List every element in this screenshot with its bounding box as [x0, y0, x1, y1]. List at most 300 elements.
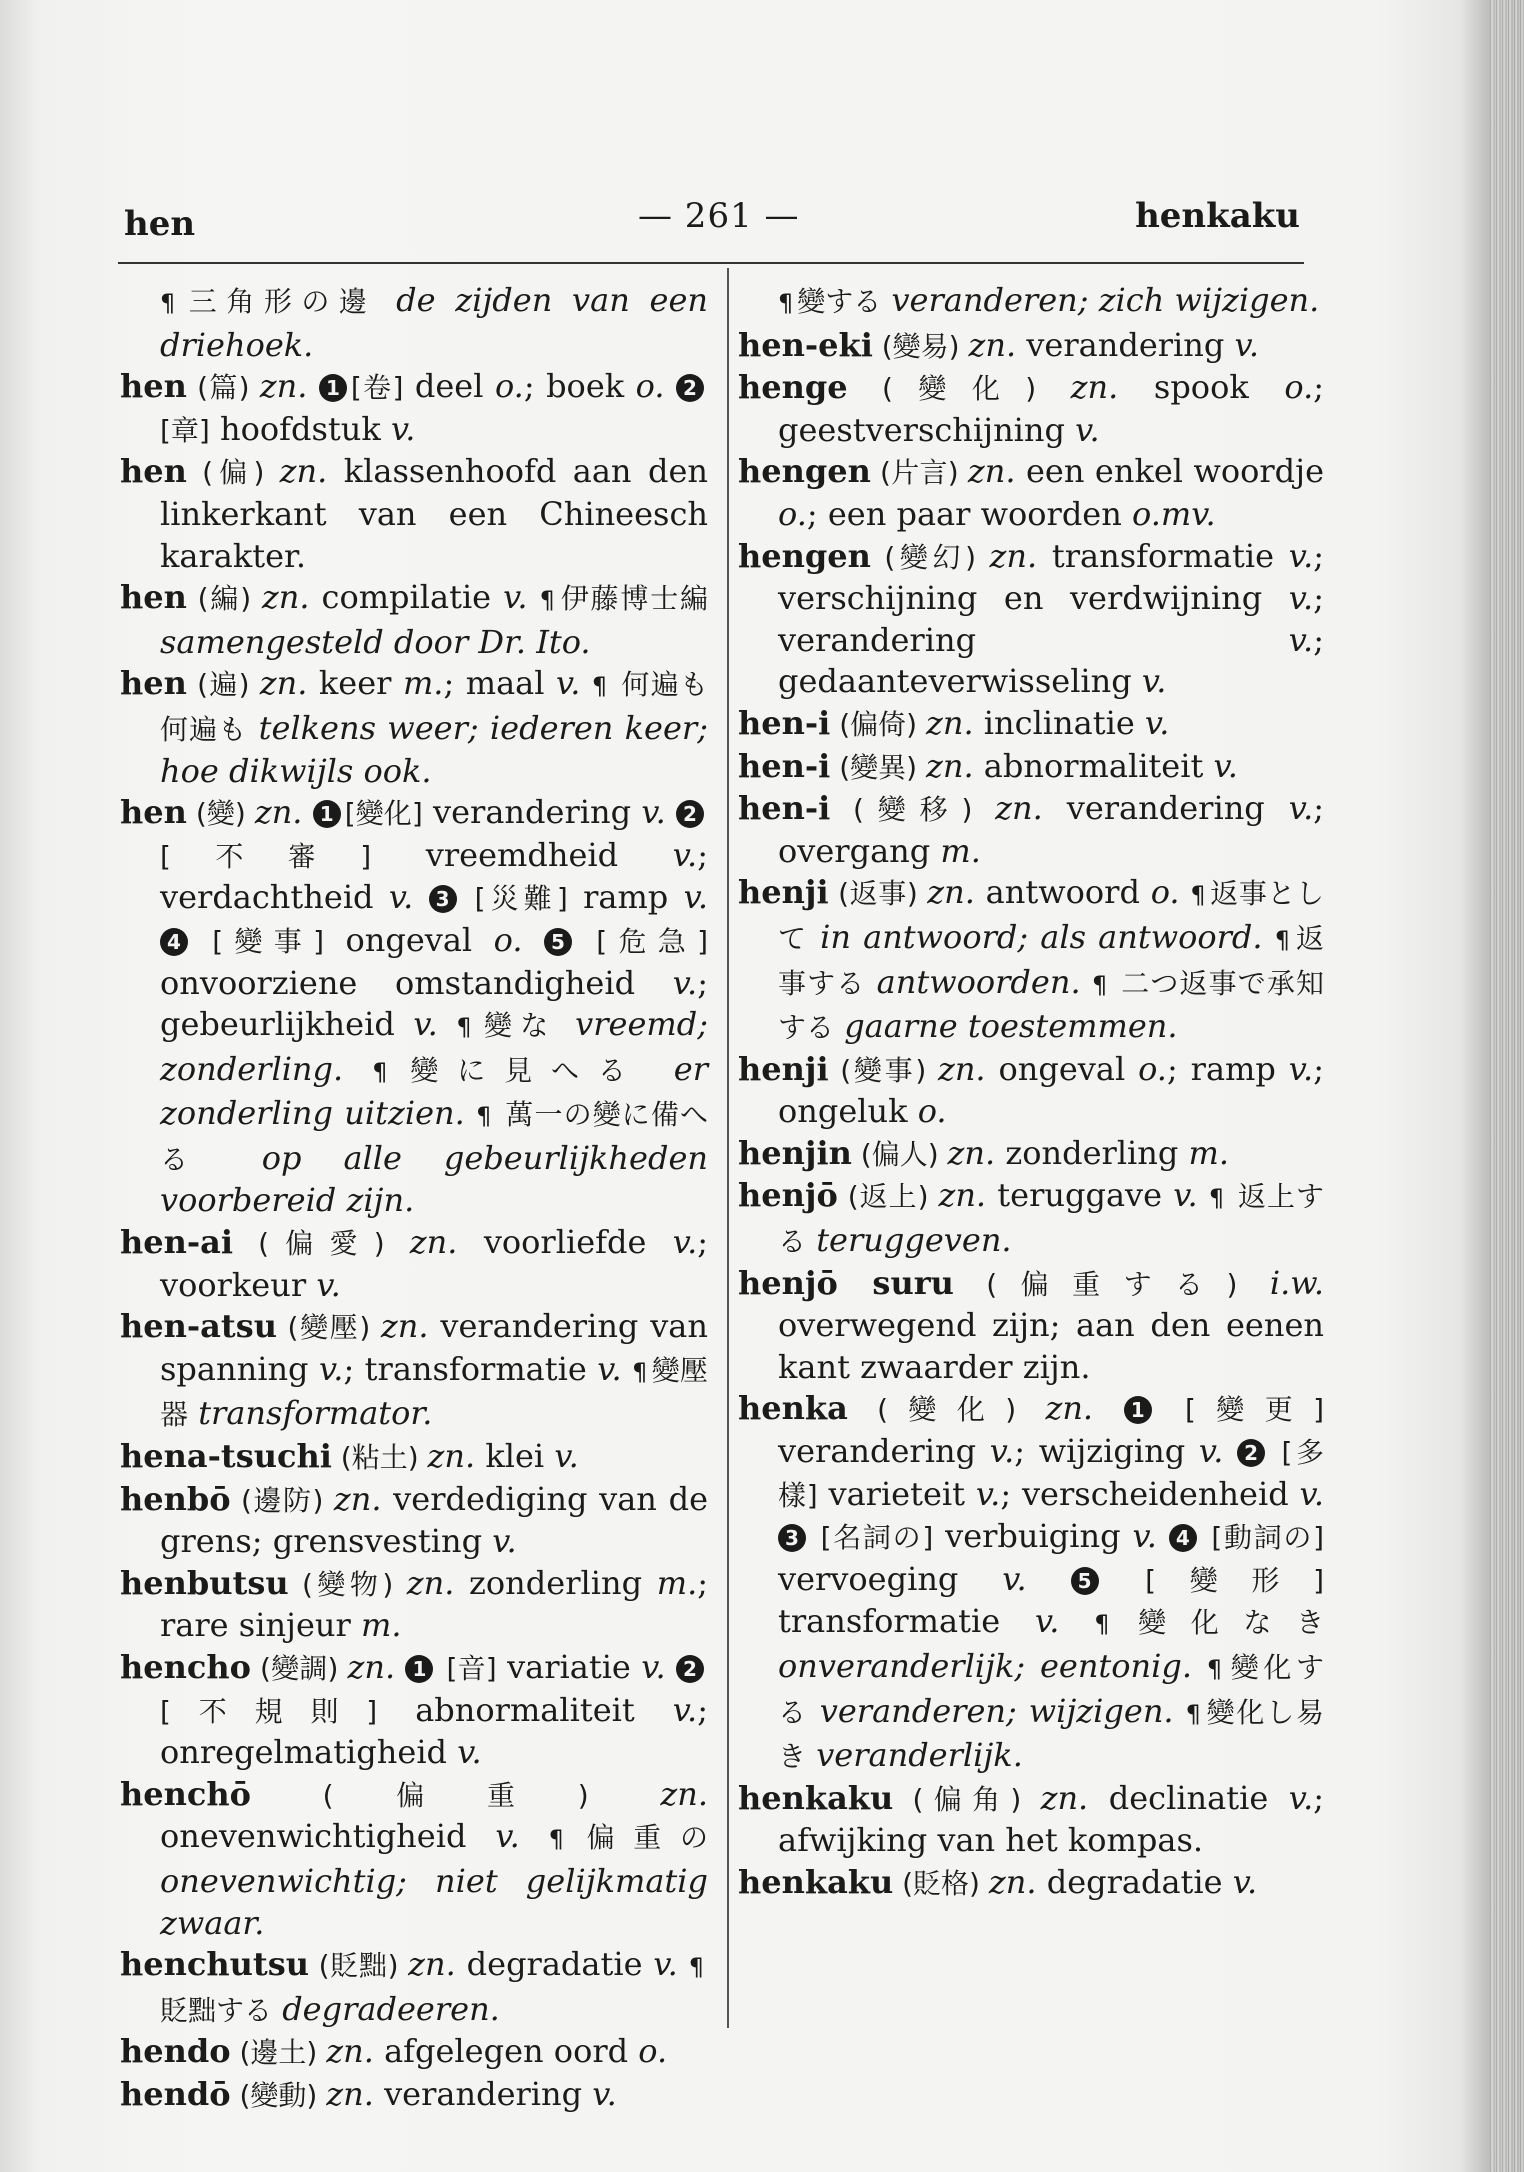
kanji-text: 返事として	[778, 877, 1325, 955]
definition-text: zonderling	[469, 1563, 657, 1602]
headword: henkaku	[738, 1862, 894, 1901]
dictionary-entry	[120, 366, 708, 451]
grammar-label: zn.	[380, 1307, 441, 1346]
grammar-label: v.	[975, 1474, 1001, 1513]
definition-text: inclinatie	[983, 703, 1145, 742]
grammar-label: zn.	[968, 325, 1027, 364]
kanji-text: (偏倚)	[830, 707, 926, 741]
kanji-text: [不規則]	[160, 1694, 378, 1728]
grammar-label: v.	[592, 2074, 617, 2113]
sense-number: 4	[1169, 1524, 1197, 1552]
example-text: de zijden van een driehoek.	[160, 281, 708, 364]
definition-text: ramp	[567, 878, 684, 917]
grammar-label: v.	[495, 1817, 549, 1856]
definition-text: ; gebeurlijkheid	[160, 963, 708, 1044]
grammar-label: m.	[1188, 1133, 1230, 1172]
kanji-text: (返事)	[828, 877, 928, 911]
headword: henbutsu	[120, 1563, 289, 1602]
grammar-label: zn.	[409, 1223, 484, 1262]
grammar-label: v.	[1288, 620, 1314, 659]
grammar-label: zn.	[347, 1648, 406, 1686]
kanji-text: (變異)	[830, 750, 926, 784]
kanji-text: 變化し易き	[778, 1695, 1324, 1774]
dictionary-entry	[120, 1222, 708, 1306]
grammar-label: o.	[493, 920, 545, 959]
headword: henjin	[738, 1133, 852, 1172]
definition-text: ; transformatie	[343, 1349, 598, 1388]
headword: henge	[738, 368, 848, 407]
grammar-label: zn.	[967, 452, 1026, 491]
sense-number: 1	[313, 800, 341, 828]
kanji-text: (貶黜)	[308, 1949, 409, 1983]
example-text: degradeeren.	[272, 1989, 500, 2028]
grammar-label: v.	[1173, 1176, 1209, 1215]
paragraph-mark: ¶	[1274, 925, 1291, 954]
grammar-label: zn.	[1045, 1389, 1124, 1428]
paragraph-mark: ¶	[160, 289, 176, 317]
grammar-label: o.	[1284, 368, 1314, 407]
kanji-text: (變事)	[828, 1053, 938, 1087]
grammar-label: zn.	[326, 2032, 385, 2071]
grammar-label: zn.	[259, 664, 319, 703]
headword: henchō	[120, 1774, 251, 1813]
paragraph-mark: ¶	[1185, 1699, 1201, 1728]
grammar-label: o.	[1150, 873, 1191, 912]
kanji-text: (變移)	[830, 793, 996, 827]
dictionary-entry	[738, 1862, 1324, 1905]
grammar-label: v.	[653, 1945, 689, 1984]
dictionary-entry	[738, 280, 1324, 325]
definition-text: ; ongeluk	[778, 1049, 1324, 1131]
kanji-text: (偏人)	[851, 1137, 948, 1171]
grammar-label: o.	[1138, 1049, 1167, 1088]
sense-number: 5	[1071, 1567, 1099, 1595]
grammar-label: o.mv.	[1132, 494, 1216, 533]
dictionary-entry	[738, 746, 1324, 789]
grammar-label: v.	[503, 578, 540, 617]
headword: hen	[120, 452, 187, 491]
dictionary-entry	[738, 451, 1324, 535]
headword: henji	[738, 873, 829, 912]
grammar-label: v.	[554, 1437, 579, 1476]
headword: henjō suru	[738, 1263, 954, 1302]
headword: hengen	[738, 452, 871, 491]
kanji-text: 返事する	[778, 921, 1324, 1000]
grammar-label: v.	[641, 793, 677, 832]
left-column	[120, 280, 709, 2113]
kanji-text: [音]	[437, 1652, 497, 1685]
headword: hencho	[120, 1648, 251, 1686]
kanji-text: [動詞の]	[1200, 1521, 1325, 1555]
paragraph-mark: ¶	[1190, 881, 1206, 910]
grammar-label: v.	[641, 1648, 677, 1686]
definition-text: verandering	[778, 1432, 990, 1471]
sense-number: 3	[778, 1524, 806, 1552]
grammar-label: v.	[492, 1522, 517, 1561]
sense-number: 2	[676, 1655, 704, 1683]
grammar-label: v.	[1232, 1862, 1258, 1901]
headword: hen-eki	[738, 325, 873, 364]
kanji-text: (變幻)	[870, 540, 990, 574]
kanji-text: (遍)	[186, 668, 260, 702]
headword: hendō	[120, 2074, 231, 2113]
kanji-text: (粘土)	[331, 1441, 428, 1475]
example-text: teruggeven.	[806, 1221, 1012, 1260]
definition-text: hoofdstuk	[209, 409, 391, 448]
grammar-label: v.	[390, 409, 416, 448]
definition-text: vervoeging	[778, 1559, 1003, 1598]
headword: henbō	[120, 1479, 231, 1518]
grammar-label: m.	[656, 1563, 698, 1602]
example-text: veranderlijk.	[806, 1736, 1023, 1775]
grammar-label: v.	[1002, 1559, 1071, 1598]
kanji-text: (邊土)	[230, 2036, 327, 2070]
grammar-label: v.	[1288, 1049, 1314, 1088]
kanji-text: [變形]	[1102, 1563, 1325, 1597]
example-text: samengesteld door Dr. Ito.	[160, 622, 591, 661]
grammar-label: v.	[672, 1690, 698, 1729]
page-edge-shadow	[1490, 0, 1524, 2172]
grammar-label: v.	[1288, 1778, 1314, 1817]
grammar-label: v.	[1213, 746, 1238, 785]
example-text: telkens weer; iederen keer; hoe dikwijls ook.	[160, 708, 708, 790]
grammar-label: v.	[672, 1223, 698, 1262]
kanji-text: (編)	[186, 582, 262, 616]
grammar-label: zn.	[326, 2074, 385, 2113]
dictionary-entry	[738, 325, 1324, 368]
headword: henjō	[738, 1176, 838, 1215]
example-text: onevenwichtig; niet gelijkmatig zwaar.	[160, 1861, 708, 1942]
dictionary-entry	[120, 451, 708, 577]
grammar-label: i.w.	[1269, 1263, 1325, 1302]
kanji-text: (偏愛)	[233, 1227, 410, 1261]
example-text: veranderen; zich wijzigen.	[881, 281, 1320, 319]
headword: hen-i	[738, 789, 831, 828]
sense-number: 1	[1124, 1396, 1152, 1424]
grammar-label: o.	[635, 367, 676, 406]
kanji-text: (邊防)	[230, 1483, 334, 1517]
dictionary-entry	[120, 1647, 708, 1774]
paragraph-mark: ¶	[1206, 1655, 1223, 1683]
kanji-text: (偏)	[186, 456, 280, 490]
kanji-text: (變調)	[250, 1652, 348, 1685]
kanji-text: (變化)	[847, 1393, 1046, 1427]
grammar-label: v.	[1288, 579, 1314, 618]
kanji-text: (變壓)	[276, 1311, 381, 1345]
kanji-text: 變化なき	[1113, 1606, 1325, 1640]
grammar-label: zn.	[938, 1176, 998, 1215]
headword: henchutsu	[120, 1945, 309, 1984]
kanji-text: (變化)	[847, 372, 1071, 406]
paragraph-mark: ¶	[688, 1953, 704, 1982]
dictionary-entry	[738, 367, 1324, 451]
grammar-label: zn.	[406, 1563, 470, 1602]
definition-text: verandering	[384, 2074, 593, 2113]
headword: hen	[120, 367, 187, 406]
definition-text: antwoord	[985, 873, 1151, 912]
definition-text: ; verdachtheid	[160, 835, 708, 917]
definition-text: ; wijziging	[1014, 1432, 1199, 1471]
definition-text: ; afwijking van het kompas.	[778, 1778, 1325, 1860]
definition-text: vreemdheid	[371, 835, 673, 874]
kanji-text: [不審]	[160, 839, 372, 873]
definition-text: ; ramp	[1166, 1049, 1289, 1088]
definition-text: ongeval	[324, 920, 494, 959]
sense-number: 2	[1237, 1439, 1265, 1467]
paragraph-mark: ¶	[778, 289, 794, 317]
kanji-text: 二つ返事で承知する	[778, 966, 1324, 1045]
kanji-text: 返上する	[778, 1180, 1325, 1259]
dictionary-entry	[120, 577, 708, 663]
kanji-text: [章]	[160, 413, 210, 447]
definition-text: degradatie	[1046, 1862, 1233, 1901]
sense-number: 1	[319, 374, 347, 402]
grammar-label: v.	[1132, 1517, 1169, 1556]
dictionary-entry	[120, 663, 708, 792]
definition-text: varieteit	[817, 1474, 976, 1513]
definition-text: ; verandering	[778, 579, 1324, 659]
dictionary-entry	[120, 2031, 708, 2074]
grammar-label: v.	[1198, 1432, 1238, 1471]
definition-text: ; gedaanteverwisseling	[778, 620, 1324, 701]
example-text: in antwoord; als antwoord.	[807, 917, 1275, 956]
example-text: gaarne toestemmen.	[834, 1007, 1178, 1046]
dictionary-entry	[738, 1133, 1324, 1176]
definition-text: degradatie	[466, 1945, 654, 1984]
paragraph-mark: ¶	[476, 1102, 492, 1131]
grammar-label: zn.	[279, 452, 344, 491]
definition-text: klassenhoofd aan den linkerkant van een Chineesch karakter.	[160, 452, 709, 575]
definition-text: verandering	[422, 793, 642, 832]
headword: hen	[120, 793, 187, 832]
definition-text: teruggave	[997, 1176, 1174, 1215]
kanji-text: 伊藤博士編	[558, 582, 709, 616]
definition-text: een enkel woordje	[1025, 452, 1325, 491]
grammar-label: v.	[1234, 325, 1259, 364]
grammar-label: zn.	[259, 367, 319, 406]
headword: hen	[120, 664, 187, 703]
dictionary-entry	[120, 280, 708, 366]
dictionary-entry	[738, 1263, 1324, 1389]
grammar-label: zn.	[989, 536, 1052, 575]
dictionary-entry	[738, 1388, 1324, 1777]
grammar-label: v.	[1288, 536, 1314, 575]
grammar-label: v.	[1141, 662, 1167, 701]
grammar-label: v.	[388, 878, 429, 917]
running-head-right: henkaku	[1135, 196, 1300, 236]
grammar-label: zn.	[1040, 1778, 1109, 1817]
kanji-text: [變更]	[1155, 1393, 1325, 1427]
right-column	[738, 280, 1324, 2030]
definition-text: abnormaliteit	[983, 746, 1214, 785]
kanji-text: [名詞の]	[810, 1521, 934, 1555]
grammar-label: v.	[683, 878, 709, 917]
paragraph-mark: ¶	[372, 1057, 388, 1086]
definition-text: abnormaliteit	[377, 1690, 673, 1729]
grammar-label: m.	[360, 1606, 402, 1645]
paragraph-mark: ¶	[548, 1825, 564, 1854]
definition-text: ; overgang	[778, 789, 1325, 870]
definition-text: deel	[403, 367, 495, 406]
grammar-label: zn.	[988, 1862, 1047, 1901]
column-divider	[727, 268, 729, 2028]
paragraph-mark: ¶	[456, 1013, 472, 1042]
grammar-label: o.	[638, 2032, 668, 2071]
kanji-text: 變な	[475, 1009, 557, 1043]
definition-text: spook	[1153, 368, 1285, 407]
headword: hen	[120, 578, 187, 617]
headword: hen-i	[738, 703, 831, 742]
dictionary-entry	[738, 1778, 1324, 1862]
grammar-label: zn.	[937, 1049, 999, 1088]
kanji-text: (篇)	[186, 371, 260, 405]
grammar-label: zn.	[927, 873, 986, 912]
headword: hena-tsuchi	[120, 1437, 332, 1476]
definition-text: ; rare sinjeur	[160, 1563, 709, 1645]
kanji-text: (片言)	[870, 456, 968, 490]
headword: henkaku	[738, 1778, 894, 1817]
definition-text: onvoorziene omstandigheid	[160, 963, 673, 1002]
dictionary-entry	[120, 792, 708, 1222]
dictionary-entry	[120, 1479, 708, 1563]
definition-text: transformatie	[1051, 536, 1289, 575]
paragraph-mark: ¶	[632, 1357, 648, 1386]
headword: hengen	[738, 536, 871, 575]
dictionary-entry	[120, 1563, 708, 1647]
sense-number: 4	[160, 928, 188, 956]
kanji-text: (偏重)	[250, 1778, 661, 1812]
kanji-text: [多樣]	[778, 1436, 1325, 1512]
headword: hen-i	[738, 746, 831, 785]
grammar-label: v.	[316, 1265, 341, 1304]
grammar-label: zn.	[427, 1437, 486, 1476]
kanji-text: [危急]	[576, 924, 709, 958]
dictionary-entry	[120, 1944, 708, 2031]
kanji-text: (變動)	[230, 2078, 327, 2112]
paragraph-mark: ¶	[591, 672, 608, 701]
grammar-label: zn.	[660, 1774, 708, 1813]
page-number: — 261 —	[638, 196, 800, 236]
sense-number: 5	[544, 928, 572, 956]
grammar-label: v.	[1034, 1602, 1095, 1641]
kanji-text: 變化する	[778, 1651, 1324, 1729]
kanji-text: 萬一の變に備へる	[160, 1098, 709, 1176]
definition-text: ; verschijning en verdwijning	[778, 536, 1325, 618]
definition-text: klei	[485, 1437, 555, 1476]
example-text: vreemd; zonderling.	[160, 1005, 709, 1088]
sense-number: 1	[405, 1655, 433, 1683]
definition-text: transformatie	[778, 1602, 1035, 1641]
grammar-label: m.	[940, 831, 981, 870]
kanji-text: 貶黜する	[160, 1993, 273, 2027]
kanji-text: (變易)	[872, 329, 969, 363]
definition-text: compilatie	[321, 578, 504, 617]
grammar-label: m.	[402, 664, 444, 703]
definition-text: declinatie	[1108, 1778, 1289, 1817]
kanji-text: (偏角)	[893, 1782, 1041, 1816]
grammar-label: o.	[917, 1092, 947, 1131]
kanji-text: (返上)	[837, 1180, 939, 1214]
definition-text: overwegend zijn; aan den eenen kant zwaarder zijn.	[778, 1306, 1324, 1386]
example-text: op alle gebeurlijkheden voorbereid zijn.	[160, 1138, 708, 1220]
definition-text: ; een paar woorden	[806, 494, 1133, 533]
dictionary-entry	[738, 1175, 1324, 1262]
dictionary-entry	[738, 788, 1324, 872]
definition-text: keer	[318, 664, 403, 703]
headword: hen-ai	[120, 1223, 234, 1262]
kanji-text: 偏重の	[567, 1821, 709, 1855]
grammar-label: zn.	[261, 578, 322, 617]
headword: hen-atsu	[120, 1307, 277, 1346]
grammar-label: zn.	[925, 703, 984, 742]
example-text: transformator.	[188, 1394, 433, 1433]
grammar-label: v.	[672, 963, 698, 1002]
header-rule	[118, 262, 1304, 264]
kanji-text: (偏重する)	[953, 1267, 1270, 1301]
paragraph-mark: ¶	[1094, 1610, 1110, 1639]
grammar-label: v.	[413, 1005, 457, 1044]
grammar-label: o.	[494, 367, 524, 406]
grammar-label: zn.	[925, 746, 984, 785]
definition-text: onevenwichtigheid	[160, 1817, 496, 1856]
definition-text: voorliefde	[483, 1223, 673, 1262]
dictionary-entry	[120, 2074, 708, 2117]
dictionary-entry	[120, 1436, 708, 1479]
grammar-label: v.	[1299, 1474, 1324, 1513]
example-text: er zonderling uitzien.	[160, 1049, 709, 1133]
kanji-text: [卷]	[350, 371, 404, 405]
definition-text: ; geestverschijning	[778, 368, 1325, 449]
paragraph-mark: ¶	[1091, 970, 1108, 999]
definition-text: ; onregelmatigheid	[160, 1690, 708, 1772]
dictionary-entry	[120, 1306, 708, 1436]
paragraph-mark: ¶	[1208, 1184, 1225, 1213]
definition-text: variatie	[496, 1648, 642, 1686]
definition-text: ; verscheidenheid	[1000, 1474, 1300, 1513]
definition-text: verandering van spanning	[160, 1307, 708, 1388]
definition-text: ongeval	[998, 1049, 1139, 1088]
grammar-label: v.	[318, 1349, 344, 1388]
grammar-label: zn.	[1070, 368, 1154, 407]
example-text: onveranderlijk; eentonig.	[778, 1647, 1207, 1685]
sense-number: 3	[429, 885, 457, 913]
kanji-text: 何遍も何遍も	[160, 668, 709, 746]
example-text: antwoorden.	[865, 962, 1092, 1001]
grammar-label: zn.	[254, 793, 313, 832]
dictionary-entry	[738, 703, 1324, 746]
grammar-label: v.	[457, 1733, 482, 1772]
grammar-label: v.	[1288, 789, 1314, 828]
definition-text: ; maal	[443, 664, 556, 703]
kanji-text: [變事]	[192, 924, 324, 958]
kanji-text: (變)	[186, 797, 255, 831]
grammar-label: v.	[597, 1349, 633, 1388]
kanji-text: 變する	[797, 285, 882, 318]
kanji-text: [災難]	[460, 882, 568, 916]
grammar-label: v.	[1144, 703, 1170, 742]
grammar-label: zn.	[995, 789, 1067, 828]
paragraph-mark: ¶	[539, 586, 555, 615]
definition-text: afgelegen oord	[384, 2032, 639, 2071]
grammar-label: o.	[778, 494, 807, 533]
kanji-text: (貶格)	[893, 1866, 989, 1900]
grammar-label: zn.	[333, 1479, 394, 1518]
definition-text: ; voorkeur	[160, 1223, 709, 1304]
kanji-text: [變化]	[344, 797, 423, 831]
definition-text: verbuiging	[933, 1517, 1133, 1556]
kanji-text: 變に見へる	[391, 1053, 645, 1087]
definition-text: zonderling	[1005, 1133, 1189, 1172]
